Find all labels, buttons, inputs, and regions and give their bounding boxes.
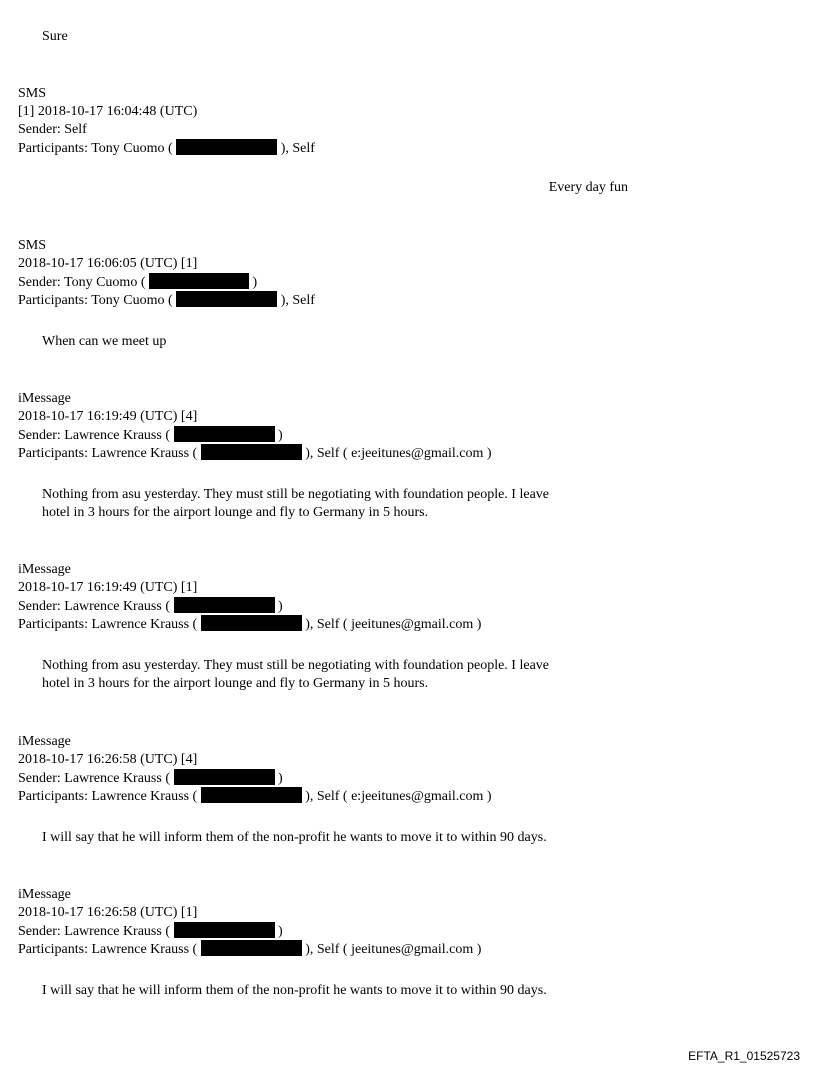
participants-prefix: Participants: Tony Cuomo (	[18, 293, 173, 308]
redaction-box	[174, 426, 275, 442]
message-timestamp: 2018-10-17 16:19:49 (UTC) [1]	[18, 580, 198, 595]
sender-prefix: Sender: Lawrence Krauss (	[18, 428, 170, 443]
message-body-line: hotel in 3 hours for the airport lounge and fly to Germany in 5 hours.	[42, 505, 429, 520]
participants-prefix: Participants: Lawrence Krauss (	[18, 942, 198, 957]
message-sender	[18, 769, 283, 788]
sender-prefix: Sender: Lawrence Krauss (	[18, 771, 170, 786]
sender-prefix: Sender: Tony Cuomo (	[18, 275, 146, 290]
participants-suffix: ), Self ( jeeitunes@gmail.com )	[305, 617, 482, 632]
message-timestamp: 2018-10-17 16:06:05 (UTC) [1]	[18, 256, 198, 271]
message-service: iMessage	[18, 562, 71, 577]
bates-number: EFTA_R1_01525723	[688, 1049, 800, 1063]
participants-suffix: ), Self	[280, 141, 315, 156]
message-body-line: Nothing from asu yesterday. They must still be negotiating with foundation people. I leave	[42, 658, 550, 673]
message-body: I will say that he will inform them of the non-profit he wants to move it to within 90 days.	[42, 983, 547, 998]
message-participants	[18, 444, 492, 463]
message-body-line: Nothing from asu yesterday. They must still be negotiating with foundation people. I leave	[42, 487, 550, 502]
message-service: SMS	[18, 86, 47, 101]
message-service: SMS	[18, 238, 47, 253]
redaction-box	[149, 273, 249, 289]
participants-suffix: ), Self ( e:jeeitunes@gmail.com )	[305, 446, 492, 461]
redaction-box	[174, 597, 275, 613]
message-participants	[18, 940, 481, 959]
message-sender: Sender: Self	[18, 122, 87, 137]
redaction-box	[174, 769, 275, 785]
message-service: iMessage	[18, 734, 71, 749]
message-body: Sure	[42, 29, 68, 44]
participants-prefix: Participants: Lawrence Krauss (	[18, 446, 198, 461]
message-participants	[18, 615, 481, 634]
sender-prefix: Sender: Lawrence Krauss (	[18, 924, 170, 939]
message-participants	[18, 139, 315, 158]
message-sender	[18, 597, 283, 616]
redaction-box	[176, 291, 277, 307]
participants-prefix: Participants: Lawrence Krauss (	[18, 789, 198, 804]
redaction-box	[201, 615, 302, 631]
sender-prefix: Sender: Lawrence Krauss (	[18, 599, 170, 614]
message-service: iMessage	[18, 887, 71, 902]
sender-suffix: )	[278, 924, 283, 939]
message-sender	[18, 273, 257, 292]
sender-suffix: )	[252, 275, 258, 290]
sender-suffix: )	[278, 771, 283, 786]
redaction-box	[174, 922, 275, 938]
message-body: When can we meet up	[42, 334, 167, 349]
participants-suffix: ), Self	[280, 293, 315, 308]
message-sender	[18, 922, 283, 941]
sender-suffix: )	[278, 599, 283, 614]
redaction-box	[201, 444, 302, 460]
redaction-box	[201, 787, 302, 803]
message-timestamp: 2018-10-17 16:19:49 (UTC) [4]	[18, 409, 198, 424]
message-body: I will say that he will inform them of the non-profit he wants to move it to within 90 days.	[42, 830, 547, 845]
participants-prefix: Participants: Lawrence Krauss (	[18, 617, 198, 632]
sender-suffix: )	[278, 428, 283, 443]
message-timestamp: 2018-10-17 16:26:58 (UTC) [1]	[18, 905, 198, 920]
participants-suffix: ), Self ( e:jeeitunes@gmail.com )	[305, 789, 492, 804]
message-body-line: hotel in 3 hours for the airport lounge and fly to Germany in 5 hours.	[42, 676, 429, 691]
message-participants	[18, 291, 315, 310]
message-sender	[18, 426, 283, 445]
message-timestamp: [1] 2018-10-17 16:04:48 (UTC)	[18, 104, 198, 119]
message-timestamp: 2018-10-17 16:26:58 (UTC) [4]	[18, 752, 198, 767]
participants-suffix: ), Self ( jeeitunes@gmail.com )	[305, 942, 482, 957]
message-body: Every day fun	[548, 180, 628, 195]
message-service: iMessage	[18, 391, 71, 406]
redaction-box	[176, 139, 277, 155]
message-participants	[18, 787, 492, 806]
participants-prefix: Participants: Tony Cuomo (	[18, 141, 173, 156]
redaction-box	[201, 940, 302, 956]
